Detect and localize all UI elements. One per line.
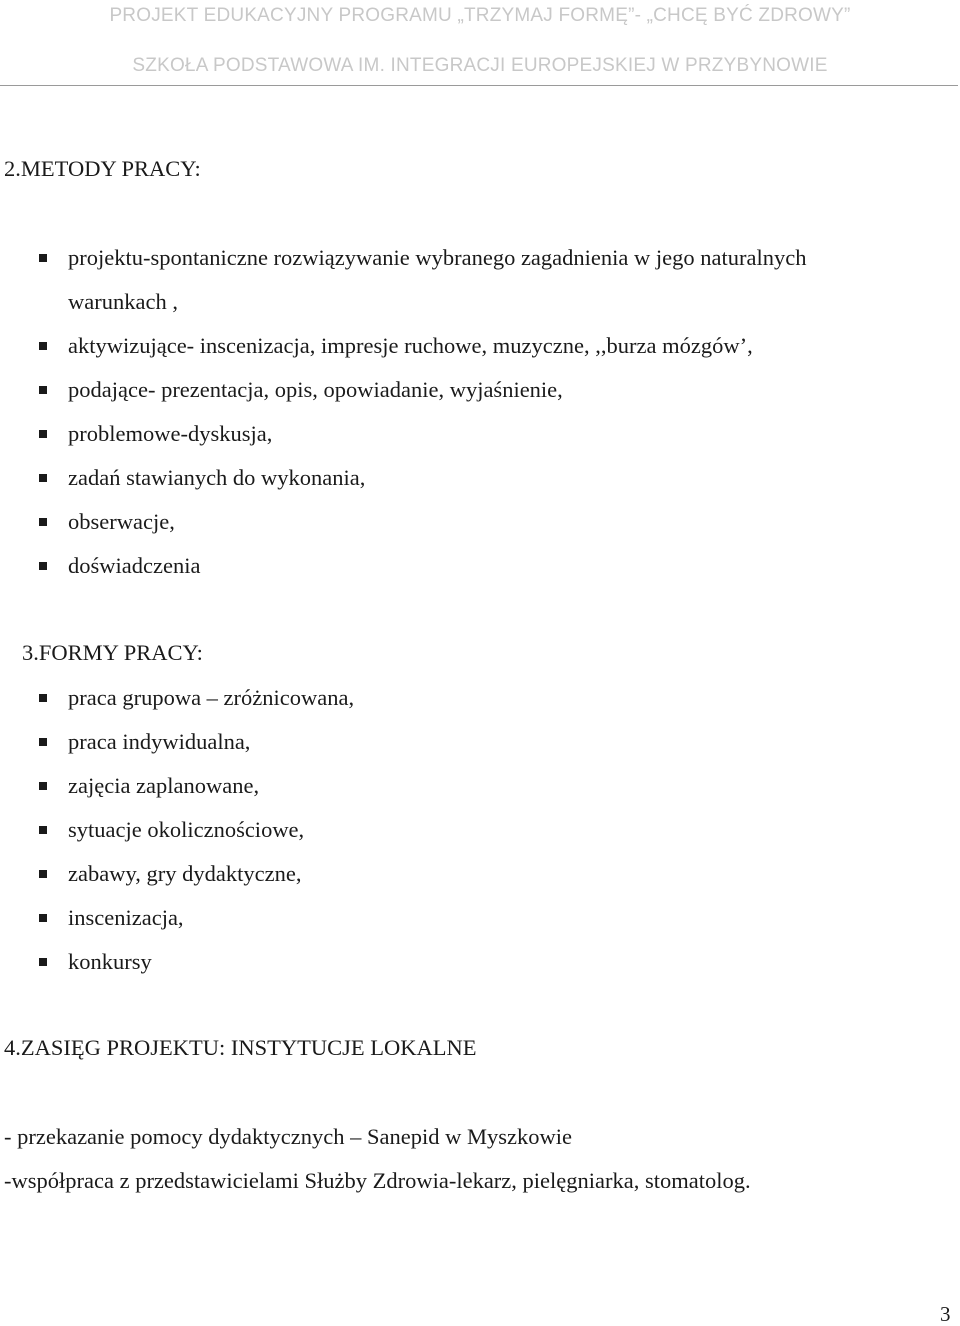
methods-item-6: obserwacje, [68,509,175,534]
scope-line-2: -współpraca z przedstawicielami Służby Zdrowia-lekarz, pielęgniarka, stomatolog. [4,1168,751,1193]
bullet-icon [39,562,47,570]
methods-item-1-line-2: warunkach , [68,289,178,314]
scope-heading: 4.ZASIĘG PROJEKTU: INSTYTUCJE LOKALNE [4,1035,477,1060]
bullet-icon [39,386,47,394]
bullet-icon [39,958,47,966]
forms-item-5: zabawy, gry dydaktyczne, [68,861,302,886]
forms-item-3: zajęcia zaplanowane, [68,773,260,798]
page-number: 3 [940,1302,951,1326]
forms-item-6: inscenizacja, [68,905,184,930]
methods-item-4: problemowe-dyskusja, [68,421,273,446]
bullet-icon [39,870,47,878]
methods-item-2: aktywizujące- inscenizacja, impresje ruchowe, muzyczne, ,,burza mózgów’, [68,333,753,358]
bullet-icon [39,518,47,526]
bullet-icon [39,694,47,702]
forms-item-4: sytuacje okolicznościowe, [68,817,305,842]
header-divider [0,85,958,86]
bullet-icon [39,782,47,790]
bullet-icon [39,342,47,350]
forms-item-7: konkursy [68,949,152,974]
bullet-icon [39,254,47,262]
bullet-icon [39,430,47,438]
header-title: PROJEKT EDUKACYJNY PROGRAMU „TRZYMAJ FORMĘ”- „CHCĘ BYĆ ZDROWY” [109,5,851,26]
scope-line-1: - przekazanie pomocy dydaktycznych – Sanepid w Myszkowie [4,1124,572,1149]
bullet-icon [39,826,47,834]
header-school: SZKOŁA PODSTAWOWA IM. INTEGRACJI EUROPEJSKIEJ W PRZYBYNOWIE [132,55,828,76]
forms-item-1: praca grupowa – zróżnicowana, [68,685,355,710]
methods-item-1-line-1: projektu-spontaniczne rozwiązywanie wybranego zagadnienia w jego naturalnych [68,245,807,270]
bullet-icon [39,738,47,746]
bullet-icon [39,914,47,922]
methods-item-5: zadań stawianych do wykonania, [68,465,366,490]
methods-heading: 2.METODY PRACY: [4,156,201,181]
methods-item-3: podające- prezentacja, opis, opowiadanie, wyjaśnienie, [68,377,563,402]
forms-heading: 3.FORMY PRACY: [22,640,203,665]
bullet-icon [39,474,47,482]
methods-item-7: doświadczenia [68,553,201,578]
forms-item-2: praca indywidualna, [68,729,251,754]
